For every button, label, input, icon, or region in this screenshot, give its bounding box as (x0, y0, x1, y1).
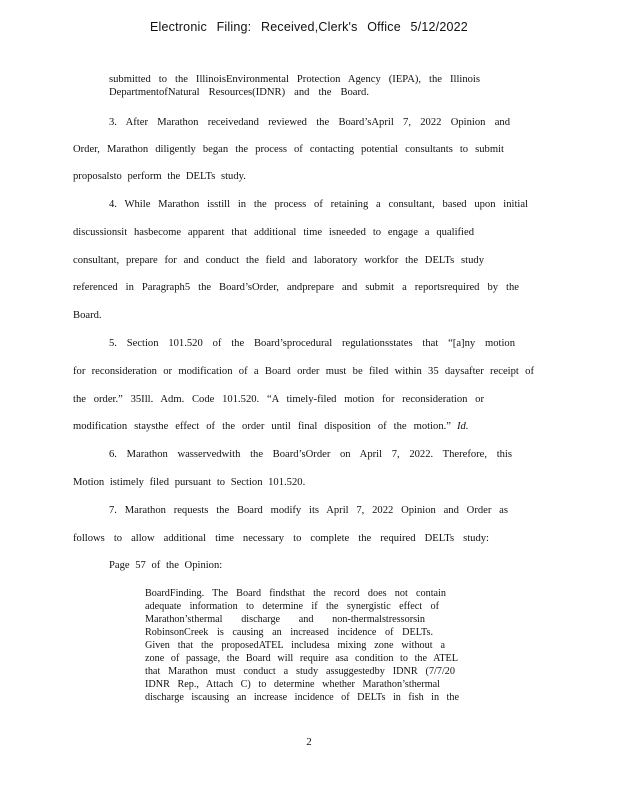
para3-line-3: proposalsto perform the DELTs study. (73, 171, 246, 182)
para5-line-2: for reconsideration or modification of a Board order must be filed within 35 daysafter receipt of (73, 366, 534, 377)
id-citation (457, 421, 468, 433)
continuation-line-1: submitted to the IllinoisEnvironmental Protection Agency (IEPA), the Illinois (109, 74, 480, 85)
para6-line-2: Motion istimely filed pursuant to Section 101.520. (73, 477, 306, 488)
para4-line-5: Board. (73, 310, 102, 321)
quote-line-1: BoardFinding. The Board findsthat the record does not contain (145, 588, 446, 599)
para5-line-3: the order.” 35Ill. Adm. Code 101.520. “A timely-filed motion for reconsideration or (73, 394, 484, 405)
para4-line-3: consultant, prepare for and conduct the field and laboratory workfor the DELTs study (73, 255, 484, 266)
para7-line-2: follows to allow additional time necessary to complete the required DELTs study: (73, 533, 489, 544)
para6-line-1: 6. Marathon wasservedwith the Board’sOrder on April 7, 2022. Therefore, this (109, 449, 512, 460)
page-number: 2 (306, 736, 312, 748)
id-citation-text: Id. (457, 421, 469, 432)
quote-line-5: Given that the proposedATEL includesa mixing zone without a (145, 640, 445, 651)
quote-line-8: IDNR Rep., Attach C) to determine whether Marathon’sthermal (145, 679, 440, 690)
quote-line-4: RobinsonCreek is causing an increased incidence of DELTs. (145, 627, 433, 638)
para4-line-1: 4. While Marathon isstill in the process of retaining a consultant, based upon initial (109, 199, 528, 210)
filing-stamp-header: Electronic Filing: Received,Clerk's Office 5/12/2022 (150, 20, 468, 34)
para5-line-1: 5. Section 101.520 of the Board’sprocedural regulationsstates that “[a]ny motion (109, 338, 515, 349)
para3-line-2: Order, Marathon diligently began the process of contacting potential consultants to submit (73, 144, 504, 155)
para4-line-4: referenced in Paragraph5 the Board’sOrder, andprepare and submit a reportsrequired by the (73, 282, 519, 293)
quote-line-2: adequate information to determine if the synergistic effect of (145, 601, 439, 612)
para4-line-2: discussionsit hasbecome apparent that additional time isneeded to engage a qualified (73, 227, 474, 238)
para3-line-1: 3. After Marathon receivedand reviewed the Board’sApril 7, 2022 Opinion and (109, 117, 510, 128)
opinion-page-reference: Page 57 of the Opinion: (109, 560, 223, 571)
continuation-line-2: DepartmentofNatural Resources(IDNR) and the Board. (109, 87, 369, 98)
para5-line-4: modification staysthe effect of the order until final disposition of the motion.” (73, 421, 451, 432)
quote-line-3: Marathon’sthermal discharge and non-thermalstressorsin (145, 614, 425, 625)
quote-line-6: zone of passage, the Board will require asa condition to the ATEL (145, 653, 458, 664)
quote-line-7: that Marathon must conduct a study assuggestedby IDNR (7/7/20 (145, 666, 455, 677)
quote-line-9: discharge iscausing an increase incidence of DELTs in fish in the (145, 692, 459, 703)
para7-line-1: 7. Marathon requests the Board modify its April 7, 2022 Opinion and Order as (109, 505, 508, 516)
